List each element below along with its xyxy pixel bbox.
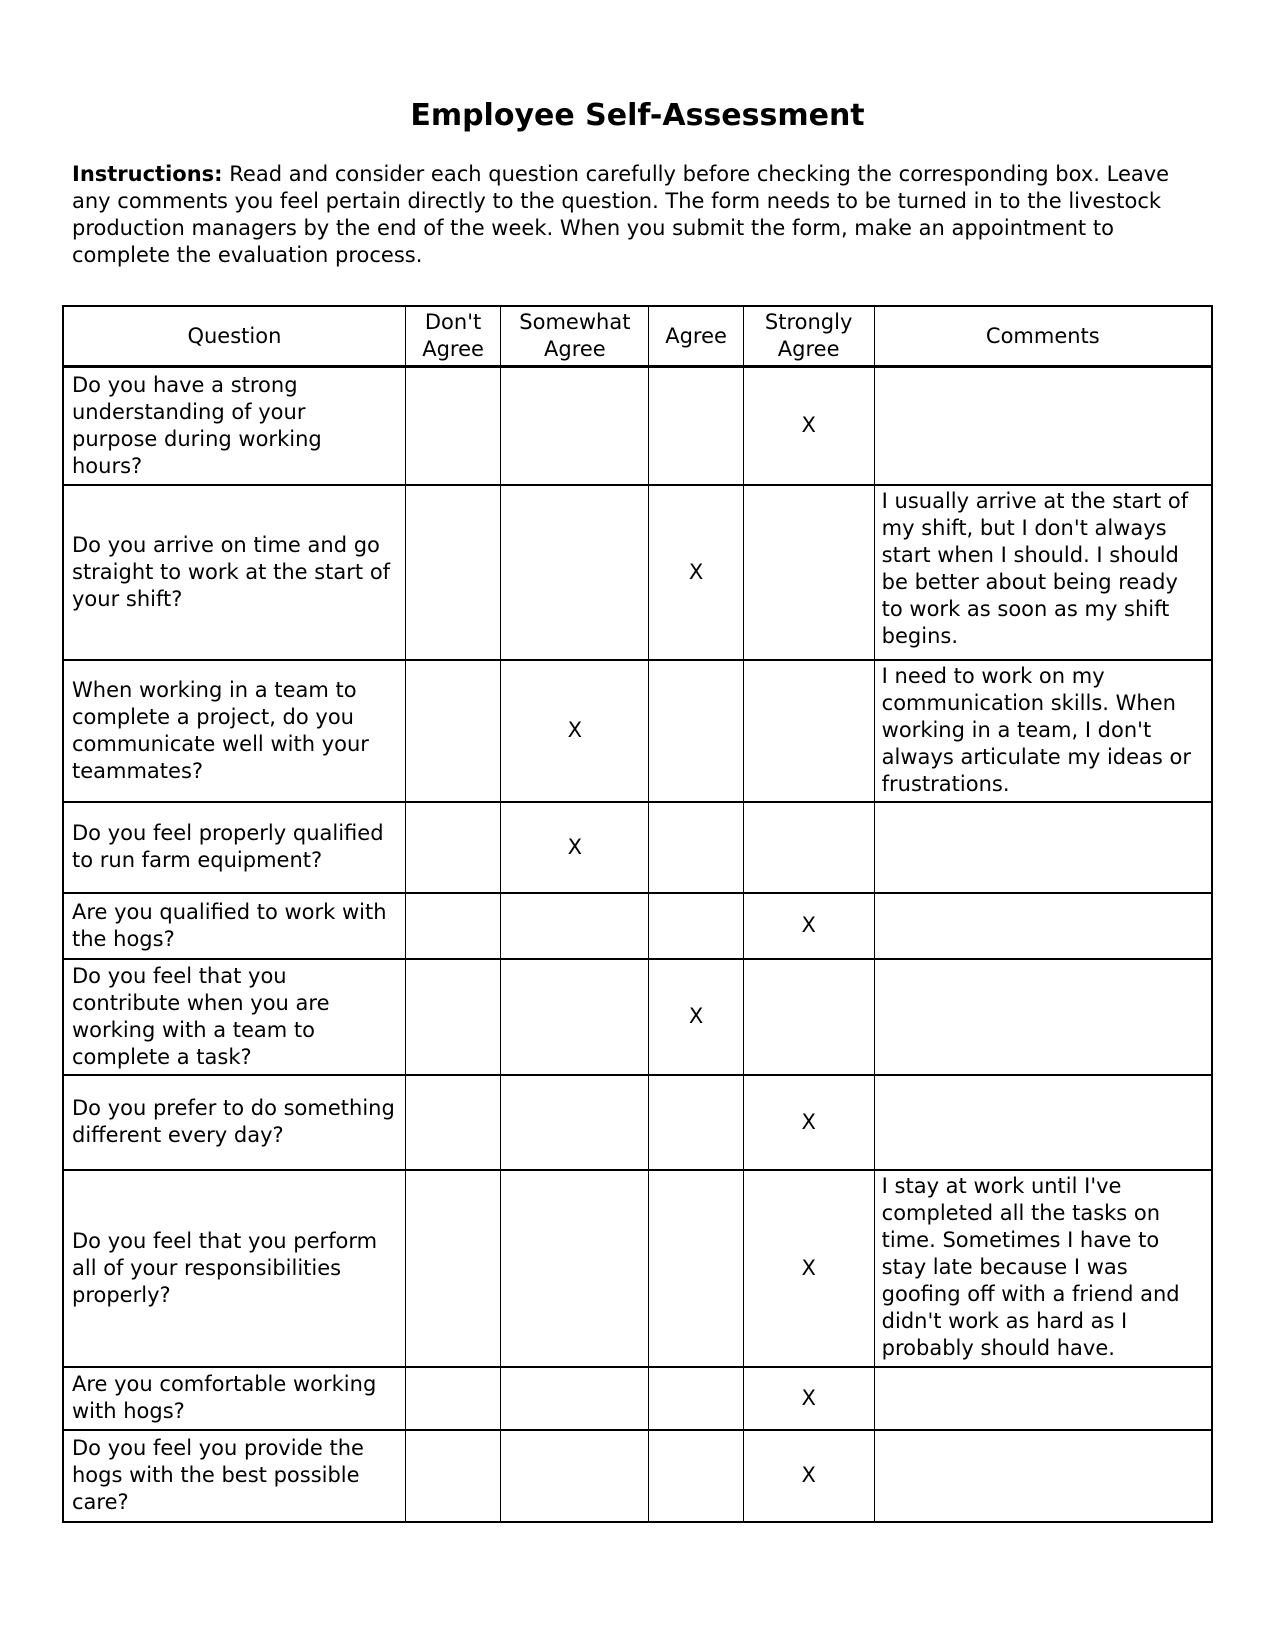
assessment-table: [62, 305, 1213, 1523]
question-cell: Do you feel that you perform all of your responsibilities properly?: [63, 1170, 405, 1367]
comment-cell: [874, 802, 1212, 893]
agree-mark-cell: [649, 1170, 743, 1367]
comment-cell: [874, 1075, 1212, 1170]
instructions-text: Read and consider each question carefully before checking the corresponding box. Leave any comments you feel pertain directly to the question. The form needs to be turned in to the livestock production managers by the end of the week. When you submit the form, make an appointment to complete the evaluation process.: [72, 162, 1170, 267]
dont-agree-mark-cell: [405, 1430, 500, 1522]
strongly-agree-mark-cell: X: [743, 1367, 874, 1430]
dont-agree-mark-cell: [405, 802, 500, 893]
column-header-question: Question: [63, 306, 405, 367]
question-cell: Do you have a strong understanding of your purpose during working hours?: [63, 367, 405, 485]
dont-agree-mark-cell: [405, 367, 500, 485]
table-row: [63, 893, 1212, 959]
somewhat-agree-mark-cell: X: [501, 802, 649, 893]
column-header-dont-agree: Don't Agree: [405, 306, 500, 367]
agree-mark-cell: [649, 367, 743, 485]
agree-mark-cell: X: [649, 485, 743, 660]
table-row: [63, 959, 1212, 1075]
somewhat-agree-mark-cell: [501, 1367, 649, 1430]
column-header-comments: Comments: [874, 306, 1212, 367]
column-header-somewhat-agree: Somewhat Agree: [501, 306, 649, 367]
strongly-agree-mark-cell: X: [743, 1075, 874, 1170]
comment-cell: [874, 893, 1212, 959]
strongly-agree-mark-cell: X: [743, 367, 874, 485]
comment-cell: [874, 959, 1212, 1075]
comment-cell: [874, 1367, 1212, 1430]
table-row: [63, 1430, 1212, 1522]
page-title: Employee Self-Assessment: [410, 98, 865, 133]
strongly-agree-mark-cell: X: [743, 893, 874, 959]
somewhat-agree-mark-cell: [501, 367, 649, 485]
dont-agree-mark-cell: [405, 1075, 500, 1170]
agree-mark-cell: [649, 1367, 743, 1430]
strongly-agree-mark-cell: X: [743, 1430, 874, 1522]
somewhat-agree-mark-cell: [501, 893, 649, 959]
table-row: [63, 1075, 1212, 1170]
dont-agree-mark-cell: [405, 485, 500, 660]
table-row: [63, 1170, 1212, 1367]
dont-agree-mark-cell: [405, 893, 500, 959]
question-cell: Are you qualified to work with the hogs?: [63, 893, 405, 959]
agree-mark-cell: [649, 1075, 743, 1170]
agree-mark-cell: [649, 802, 743, 893]
agree-mark-cell: [649, 660, 743, 802]
comment-cell: I usually arrive at the start of my shift, but I don't always start when I should. I should be better about being ready to work as soon as my shift begins.: [874, 485, 1212, 660]
strongly-agree-mark-cell: X: [743, 1170, 874, 1367]
question-cell: Do you arrive on time and go straight to work at the start of your shift?: [63, 485, 405, 660]
comment-cell: [874, 367, 1212, 485]
comment-cell: I stay at work until I've completed all the tasks on time. Sometimes I have to stay late because I was goofing off with a friend and didn't work as hard as I probably should have.: [874, 1170, 1212, 1367]
column-header-strongly-agree: Strongly Agree: [743, 306, 874, 367]
somewhat-agree-mark-cell: [501, 959, 649, 1075]
strongly-agree-mark-cell: [743, 959, 874, 1075]
table-row: [63, 802, 1212, 893]
comment-cell: [874, 1430, 1212, 1522]
question-cell: Do you prefer to do something different every day?: [63, 1075, 405, 1170]
agree-mark-cell: X: [649, 959, 743, 1075]
strongly-agree-mark-cell: [743, 485, 874, 660]
dont-agree-mark-cell: [405, 660, 500, 802]
somewhat-agree-mark-cell: [501, 1170, 649, 1367]
dont-agree-mark-cell: [405, 959, 500, 1075]
table-row: [63, 1367, 1212, 1430]
strongly-agree-mark-cell: [743, 660, 874, 802]
agree-mark-cell: [649, 893, 743, 959]
question-cell: Do you feel properly qualified to run farm equipment?: [63, 802, 405, 893]
dont-agree-mark-cell: [405, 1170, 500, 1367]
agree-mark-cell: [649, 1430, 743, 1522]
question-cell: Do you feel that you contribute when you are working with a team to complete a task?: [63, 959, 405, 1075]
table-row: [63, 367, 1212, 485]
question-cell: Do you feel you provide the hogs with the best possible care?: [63, 1430, 405, 1522]
dont-agree-mark-cell: [405, 1367, 500, 1430]
comment-cell: I need to work on my communication skills. When working in a team, I don't always articulate my ideas or frustrations.: [874, 660, 1212, 802]
column-header-agree: Agree: [649, 306, 743, 367]
somewhat-agree-mark-cell: [501, 1075, 649, 1170]
header-row: [63, 306, 1212, 367]
somewhat-agree-mark-cell: [501, 485, 649, 660]
question-cell: When working in a team to complete a project, do you communicate well with your teammates?: [63, 660, 405, 802]
instructions-label: Instructions:: [72, 162, 223, 186]
somewhat-agree-mark-cell: [501, 1430, 649, 1522]
somewhat-agree-mark-cell: X: [501, 660, 649, 802]
instructions-paragraph: [72, 161, 1213, 269]
question-cell: Are you comfortable working with hogs?: [63, 1367, 405, 1430]
strongly-agree-mark-cell: [743, 802, 874, 893]
table-row: [63, 660, 1212, 802]
table-row: [63, 485, 1212, 660]
